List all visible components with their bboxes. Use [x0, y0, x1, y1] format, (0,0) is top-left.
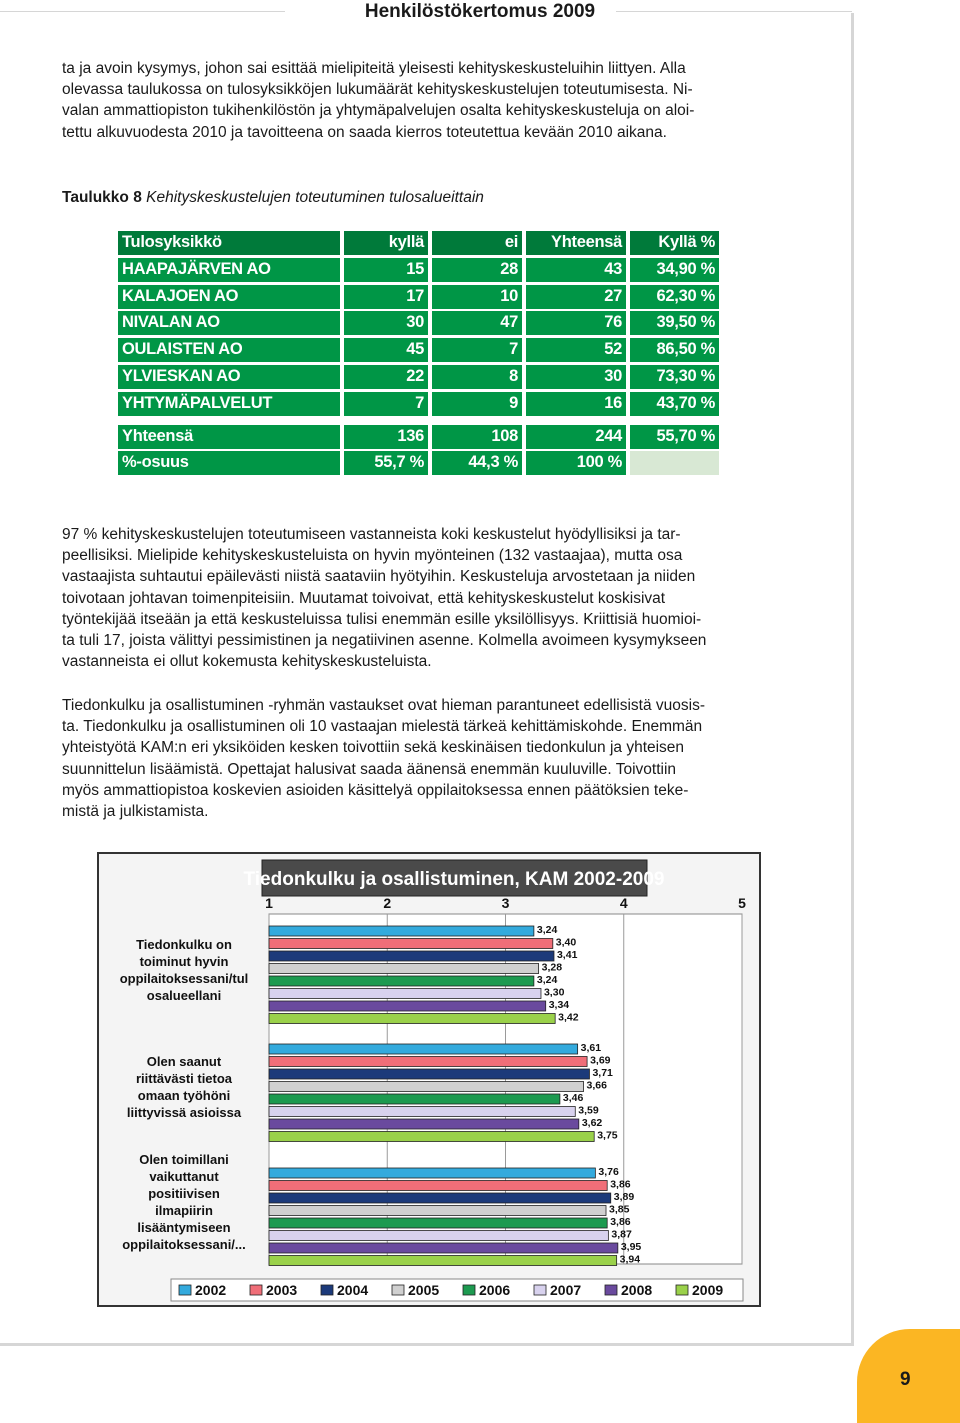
- text-line: 97 % kehityskeskustelujen toteutumiseen vastanneista koki keskustelut hyödyllisiksi ja tar-: [62, 526, 681, 543]
- text-line: myös ammattiopistoa koskevien asioiden käsittelyä oppilaitoksessa ennen päätöksien teke-: [62, 781, 689, 799]
- table-cell: HAAPAJÄRVEN AO: [118, 258, 340, 282]
- table-cell: NIVALAN AO: [118, 311, 340, 335]
- legend-label: 2003: [266, 1282, 298, 1298]
- table-cell: 244: [526, 425, 626, 449]
- category-label: Olen toimillani vaikuttanut positiivisen ilmapiirin lisääntymiseen oppilaitoksessani/...: [122, 1152, 246, 1252]
- text-line: vastanneista ei ollut kokemusta kehityskeskusteluista.: [62, 653, 432, 671]
- bar: [269, 1132, 594, 1142]
- legend-swatch: [392, 1285, 404, 1295]
- text-line: toivotaan johtavan toimenpiteisiin. Muutamat toivoivat, että kehityskeskustelut koskisivat: [62, 589, 666, 607]
- data-label: 3,66: [586, 1079, 607, 1092]
- bar: [269, 951, 554, 961]
- text-line: ta ja avoin kysymys, johon sai esittää mielipiteitä yleisesti kehityskeskusteluihin liittyen. Alla: [62, 60, 686, 77]
- table-cell: 73,30 %: [630, 365, 719, 389]
- page-number: 9: [900, 1369, 911, 1390]
- legend-swatch: [179, 1285, 191, 1295]
- data-label: 3,76: [598, 1166, 619, 1178]
- bar: [269, 1181, 607, 1191]
- table-header-cell: Tulosyksikkö: [118, 231, 340, 255]
- data-label: 3,89: [613, 1191, 635, 1203]
- data-label: 3,86: [610, 1216, 631, 1228]
- data-label: 3,86: [610, 1178, 631, 1191]
- data-label: 3,46: [562, 1092, 584, 1104]
- data-label: 3,75: [597, 1129, 618, 1142]
- legend-swatch: [321, 1285, 333, 1295]
- bar-chart: [99, 854, 759, 1305]
- legend-swatch: [463, 1285, 475, 1295]
- table-cell: 43,70 %: [630, 392, 719, 416]
- bar: [269, 1107, 575, 1117]
- table-cell: 8: [432, 365, 522, 389]
- table-cell: 7: [344, 392, 428, 416]
- bar: [269, 1256, 617, 1266]
- data-label: 3,24: [536, 924, 558, 936]
- chart-frame: [97, 852, 761, 1307]
- bar: [269, 1069, 589, 1079]
- data-label: 3,61: [580, 1042, 602, 1054]
- data-label: 3,87: [611, 1228, 632, 1241]
- category-label: Tiedonkulku on toiminut hyvin oppilaitoksessani/tul osalueellani: [119, 937, 249, 1003]
- data-label: 3,69: [590, 1054, 611, 1067]
- table-cell: 22: [344, 365, 428, 389]
- text-line: työntekijää itseään ja että keskusteluissa tulisi enemmän esille yksilöllisyys. Kriittisiä huomioi-: [62, 610, 702, 628]
- bar: [269, 1044, 578, 1054]
- table-cell: Yhteensä: [118, 425, 340, 449]
- table-cell: OULAISTEN AO: [118, 338, 340, 362]
- text-line: tettu alkuvuodesta 2010 ja tavoitteena on saada kierros toteutettua kevään 2010 aikana.: [62, 123, 667, 141]
- table-cell: [630, 451, 719, 475]
- bar: [269, 1218, 607, 1228]
- data-label: 3,34: [548, 999, 570, 1011]
- legend-label: 2008: [621, 1282, 653, 1298]
- bar: [269, 1001, 546, 1011]
- legend-swatch: [676, 1285, 688, 1295]
- data-label: 3,71: [592, 1067, 613, 1079]
- table-cell: 86,50 %: [630, 338, 719, 362]
- results-table: [118, 231, 719, 477]
- table-cell: 44,3 %: [432, 451, 522, 475]
- data-label: 3,42: [558, 1011, 579, 1024]
- data-label: 3,62: [581, 1117, 603, 1129]
- x-tick-label: 5: [738, 895, 746, 911]
- category-label: Olen saanut riittävästi tietoa omaan työhöni liittyvissä asioissa: [126, 1054, 242, 1120]
- text-line: ta. Tiedonkulku ja osallistuminen oli 10 vastaajan mielestä tärkeä kehittämiskohde. Enemmän: [62, 718, 703, 736]
- table-cell: 52: [526, 338, 626, 362]
- data-label: 3,24: [536, 974, 558, 986]
- table-cell: 15: [344, 258, 428, 282]
- legend-label: 2009: [692, 1282, 724, 1298]
- bar: [269, 1206, 606, 1216]
- x-tick-label: 2: [383, 895, 392, 911]
- table-caption: [62, 189, 484, 207]
- table-cell: 28: [432, 258, 522, 282]
- x-tick-label: 1: [265, 895, 273, 911]
- table-cell: 27: [526, 285, 626, 309]
- text-line: ta tuli 17, joista välittyi pessimistinen ja negatiivinen asenne. Kolmella avoimeen kysymykseen: [62, 632, 707, 650]
- table-cell: 55,7 %: [344, 451, 428, 475]
- chart-title: Tiedonkulku ja osallistuminen, KAM 2002-2009: [243, 869, 665, 890]
- data-label: 3,95: [620, 1241, 642, 1253]
- table-cell: 100 %: [526, 451, 626, 475]
- legend-label: 2005: [408, 1282, 440, 1298]
- bar: [269, 976, 534, 986]
- table-cell: 62,30 %: [630, 285, 719, 309]
- bar: [269, 926, 534, 936]
- bar: [269, 964, 539, 974]
- table-header-cell: Kyllä %: [630, 231, 719, 255]
- bar: [269, 1119, 579, 1129]
- text-line: olevassa taulukossa on tulosyksikköjen lukumäärät kehityskeskustelujen toteutumisesta. Ni-: [62, 81, 693, 99]
- data-label: 3,41: [556, 949, 578, 961]
- table-cell: YLVIESKAN AO: [118, 365, 340, 389]
- table-cell: 17: [344, 285, 428, 309]
- legend-label: 2004: [337, 1282, 369, 1298]
- text-line: suunnittelun lisäämistä. Opettajat halusivat saada äänensä enemmän kuuluville. Toivottiin: [62, 760, 677, 778]
- table-cell: 10: [432, 285, 522, 309]
- bar: [269, 1243, 618, 1253]
- x-tick-label: 3: [501, 895, 510, 911]
- table-header-cell: kyllä: [344, 231, 428, 255]
- bar: [269, 1168, 595, 1178]
- legend-label: 2002: [195, 1282, 227, 1298]
- data-label: 3,40: [555, 936, 577, 949]
- bar: [269, 989, 541, 999]
- legend-swatch: [250, 1285, 262, 1295]
- table-caption-label: Taulukko 8: [62, 189, 142, 206]
- table-cell: 43: [526, 258, 626, 282]
- table-header-cell: ei: [432, 231, 522, 255]
- data-label: 3,28: [541, 961, 563, 974]
- table-caption-title: Kehityskeskustelujen toteutuminen tulosalueittain: [146, 189, 484, 206]
- bar: [269, 1057, 587, 1067]
- table-cell: 76: [526, 311, 626, 335]
- table-cell: 45: [344, 338, 428, 362]
- table-cell: 55,70 %: [630, 425, 719, 449]
- table-cell: 34,90 %: [630, 258, 719, 282]
- communication-paragraph: [62, 695, 799, 822]
- data-label: 3,85: [609, 1203, 630, 1216]
- data-label: 3,30: [543, 986, 565, 999]
- intro-paragraph: [62, 58, 799, 143]
- bar: [269, 939, 553, 949]
- bar: [269, 1193, 611, 1203]
- legend-swatch: [534, 1285, 546, 1295]
- results-paragraph: [62, 524, 799, 672]
- table-cell: 47: [432, 311, 522, 335]
- legend-label: 2007: [550, 1282, 582, 1298]
- bar: [269, 1231, 608, 1241]
- bar: [269, 1082, 584, 1092]
- table-cell: KALAJOEN AO: [118, 285, 340, 309]
- text-line: mistä ja julkistamista.: [62, 803, 209, 821]
- table-cell: 39,50 %: [630, 311, 719, 335]
- text-line: Tiedonkulku ja osallistuminen -ryhmän vastaukset ovat hieman parantuneet edellisistä vuosis-: [62, 697, 706, 714]
- table-cell: YHTYMÄPALVELUT: [118, 392, 340, 416]
- text-line: valan ammattiopiston tukihenkilöstön ja yhtymäpalvelujen osalta kehityskeskusteluja on aloi-: [62, 102, 695, 120]
- data-label: 3,94: [619, 1253, 641, 1266]
- table-cell: 30: [344, 311, 428, 335]
- table-cell: %-osuus: [118, 451, 340, 475]
- table-cell: 7: [432, 338, 522, 362]
- text-line: yhteistyötä KAM:n eri yksiköiden kesken toivottiin sekä keskinäisen tiedonkulun ja yhteisen: [62, 739, 685, 757]
- data-label: 3,59: [578, 1104, 599, 1117]
- text-line: peellisiksi. Mielipide kehityskeskusteluista on hyvin myönteinen (132 vastaajaa), mutta osa: [62, 547, 683, 565]
- bar: [269, 1094, 560, 1104]
- table-cell: 16: [526, 392, 626, 416]
- table-cell: 9: [432, 392, 522, 416]
- legend-swatch: [605, 1285, 617, 1295]
- x-tick-label: 4: [619, 895, 628, 911]
- legend-label: 2006: [479, 1282, 511, 1298]
- table-cell: 30: [526, 365, 626, 389]
- bar: [269, 1014, 555, 1024]
- table-header-cell: Yhteensä: [526, 231, 626, 255]
- page-header-title: Henkilöstökertomus 2009: [364, 1, 596, 22]
- table-cell: 108: [432, 425, 522, 449]
- text-line: vastaajista suhtautui epäilevästi niistä saataviin hyötyihin. Keskusteluja arvostetaan ja niiden: [62, 568, 696, 586]
- table-cell: 136: [344, 425, 428, 449]
